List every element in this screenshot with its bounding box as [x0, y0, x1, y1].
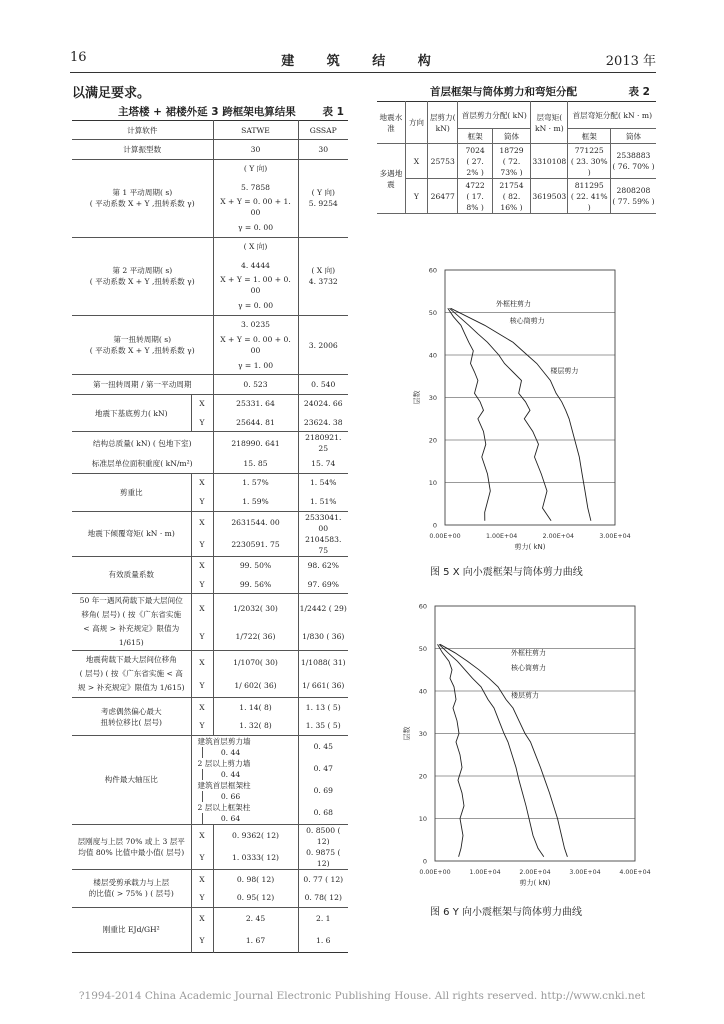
table-cell: Y — [191, 930, 213, 953]
table-header: 层弯矩( kN · m) — [531, 102, 568, 144]
table-row — [377, 102, 656, 129]
table-cell — [458, 179, 492, 214]
table-cell: Y — [191, 413, 213, 432]
table-cell — [492, 179, 530, 214]
row-label: 第 2 平动周期( s) — [112, 266, 173, 276]
table-cell: 1. 57% — [213, 473, 298, 492]
y-tick-label: 40 — [418, 687, 427, 696]
series-line-3 — [451, 308, 591, 521]
row-label: ( 平动系数 X + Y ,扭转系数 γ) — [89, 199, 195, 209]
table-cell — [458, 144, 492, 179]
table-row — [72, 907, 348, 930]
table-cell: 计算软件 — [127, 125, 158, 135]
y-tick-label: 20 — [418, 772, 427, 781]
cell-text: ( 23. 30% ) — [570, 156, 608, 177]
table-cell — [72, 651, 191, 698]
table-cell: Y — [191, 888, 213, 907]
series-line-2 — [439, 644, 544, 857]
row-label: 第 1 平动周期( s) — [112, 188, 173, 198]
row-label: 层刚度与上层 70% 或上 3 层平 — [77, 836, 185, 846]
table-cell: 98. 62% — [298, 556, 348, 575]
table-cell: Y — [191, 622, 213, 651]
series-line-1 — [448, 308, 491, 521]
cell-text: 771225 — [574, 145, 604, 155]
intro-text: 以满足要求。 — [72, 86, 151, 101]
table-cell: 30 — [298, 140, 348, 159]
table-cell: 97. 69% — [298, 575, 348, 594]
table-cell: Y — [191, 575, 213, 594]
table-cell: X — [405, 144, 427, 179]
copyright-footer: ?1994-2014 China Academic Journal Electronic Publishing House. All rights reserved. http://www.cnki.net — [78, 990, 646, 1002]
table-header: 地震水准 — [377, 102, 405, 144]
table-cell — [191, 802, 298, 825]
table-cell: 25644. 81 — [213, 413, 298, 432]
table-row — [72, 698, 348, 717]
journal-year: 2013 年 — [605, 54, 656, 69]
table-cell: 1. 0333( 12) — [213, 847, 298, 870]
table-cell: 0. 69 — [298, 780, 348, 802]
cell-text: 建筑首层剪力墙 — [197, 736, 251, 746]
table-cell: 23624. 38 — [298, 413, 348, 432]
table-row — [72, 159, 348, 178]
table-cell: 1/1088( 31) — [298, 651, 348, 675]
table-cell: 1. 51% — [298, 492, 348, 511]
table-cell: X — [191, 907, 213, 930]
figure5-chart — [405, 262, 665, 562]
table-cell: 1. 6 — [298, 930, 348, 953]
figure6-chart — [405, 598, 665, 898]
x-tick-label: 1.00E+04 — [469, 869, 501, 876]
cell-text: 2 层以上框架柱 — [197, 802, 251, 812]
table-cell: 2104583. 75 — [298, 534, 348, 557]
table1-title: 主塔楼 + 裙楼外延 3 跨框架电算结果 — [118, 106, 296, 118]
cell-text: 2538883 — [616, 151, 651, 160]
table-header: 首层剪力分配( kN) — [458, 102, 531, 129]
x-tick-label: 0.00E+00 — [419, 869, 451, 876]
table-header: 框架 — [568, 129, 610, 144]
table-cell: ( Y 向) — [213, 159, 298, 178]
cell-text: 811295 — [574, 180, 604, 190]
table-cell: 99. 50% — [213, 556, 298, 575]
y-tick-label: 50 — [428, 309, 437, 317]
table-cell: 99. 56% — [213, 575, 298, 594]
table-cell — [72, 159, 213, 237]
row-label: ( 平动系数 X + Y ,扭转系数 γ) — [89, 346, 195, 356]
y-tick-label: 0 — [432, 521, 437, 530]
table2-title: 首层框架与筒体剪力和弯矩分配 — [430, 86, 577, 98]
x-tick-label: 2.00E+04 — [542, 533, 574, 540]
table-cell: 30 — [213, 140, 298, 159]
table-cell: 剪重比 — [72, 473, 191, 511]
y-tick-label: 60 — [428, 266, 437, 275]
journal-title: 建 筑 结 构 — [281, 54, 445, 69]
table-row — [72, 869, 348, 888]
table-cell: GSSAP — [298, 121, 348, 140]
table-cell: 24024. 66 — [298, 394, 348, 413]
figure5-caption: 图 5 X 向小震框架与筒体剪力曲线 — [430, 567, 583, 578]
page-number: 16 — [70, 50, 87, 65]
page-header — [70, 48, 656, 70]
cell-text: 0. 64 — [202, 813, 259, 824]
table-cell: 4. 4444 — [213, 256, 298, 274]
table-cell — [191, 758, 298, 780]
table-row — [72, 651, 348, 675]
table-header: 框架 — [458, 129, 492, 144]
table-cell — [72, 315, 213, 375]
y-tick-label: 50 — [418, 645, 427, 653]
cell-text: 2 层以上剪力墙 — [197, 758, 251, 768]
table-row — [72, 237, 348, 256]
row-label: < 高规 > 补充规定》限值为 1/615) — [83, 624, 180, 648]
table-cell: 多遇地震 — [377, 144, 405, 214]
table-cell: 刚重比 EJd/GH² — [72, 907, 191, 952]
table-cell: 1/1070( 30) — [213, 651, 298, 675]
table-row — [72, 315, 348, 334]
table-cell: 5. 7858 — [213, 178, 298, 196]
table-cell: γ = 1. 00 — [213, 356, 298, 375]
table-cell: 26477 — [428, 179, 458, 214]
table-row — [72, 594, 348, 623]
cell-text: ( 76. 70% ) — [612, 162, 655, 171]
table-row — [72, 140, 348, 159]
table-cell: 1. 14( 8) — [213, 698, 298, 717]
cell-text: ( 17. 8% ) — [466, 191, 484, 212]
row-label: 楼层受剪承载力与上层 — [93, 878, 170, 888]
table-row — [72, 473, 348, 492]
x-axis-label: 剪力( kN) — [519, 879, 551, 887]
table-row — [72, 394, 348, 413]
cell-text: 4. 3732 — [308, 277, 338, 287]
y-tick-label: 60 — [418, 602, 427, 611]
table-row — [377, 144, 656, 179]
table-cell: 构件最大轴压比 — [72, 735, 191, 824]
table-cell: 有效质量系数 — [72, 556, 191, 594]
cell-text: 2808208 — [616, 186, 651, 195]
cell-text: ( 27. 2% ) — [466, 156, 484, 177]
y-tick-label: 10 — [428, 479, 437, 487]
x-tick-label: 0.00E+00 — [429, 533, 461, 540]
table-cell: 0. 540 — [298, 375, 348, 394]
cell-text: 5. 9254 — [308, 199, 338, 209]
table-row — [72, 735, 348, 758]
table2 — [377, 101, 656, 214]
row-label: ( 平动系数 X + Y ,扭转系数 γ) — [89, 277, 195, 287]
cell-text: ( 72. 73% ) — [500, 156, 523, 177]
table-cell: 3310108 — [531, 144, 568, 179]
table-cell: 地震下倾覆弯矩( kN · m) — [72, 511, 191, 556]
table-header: 筒体 — [610, 129, 656, 144]
table-cell: 1/830 ( 36) — [298, 622, 348, 651]
table-cell: 0. 9362( 12) — [213, 824, 298, 847]
table-cell: 0. 9875 ( 12) — [298, 847, 348, 870]
table-row — [72, 511, 348, 534]
cell-text: 18729 — [499, 145, 524, 155]
table-row — [72, 556, 348, 575]
x-tick-label: 3.00E+04 — [599, 533, 631, 540]
cell-text: ( 77. 59% ) — [612, 197, 655, 206]
cell-text: ( X 向) — [311, 266, 336, 276]
cell-text: 0. 44 — [202, 769, 259, 780]
table-cell: 25331. 64 — [213, 394, 298, 413]
series-line-1 — [438, 644, 465, 857]
table-cell: 0. 47 — [298, 758, 348, 780]
table-cell: 3619503 — [531, 179, 568, 214]
table-cell: γ = 0. 00 — [213, 218, 298, 237]
table-cell: 1. 35 ( 5) — [298, 717, 348, 736]
table-cell: 15. 85 — [213, 454, 298, 473]
table-cell: Y — [191, 492, 213, 511]
table-cell: X — [191, 651, 213, 675]
table-header: 筒体 — [492, 129, 530, 144]
table-cell: 1/2442 ( 29) — [298, 594, 348, 623]
figure6-caption: 图 6 Y 向小震框架与筒体剪力曲线 — [430, 907, 583, 918]
table2-number: 表 2 — [628, 86, 650, 98]
y-tick-label: 30 — [428, 394, 437, 402]
table-cell — [568, 144, 610, 179]
table-cell: X + Y = 0. 00 + 1. 00 — [213, 196, 298, 218]
table-cell — [298, 159, 348, 237]
table-cell: Y — [191, 674, 213, 698]
y-tick-label: 40 — [428, 351, 437, 360]
x-tick-label: 4.00E+04 — [619, 869, 651, 876]
table-cell: 1. 67 — [213, 930, 298, 953]
series-annotation-3: 楼层剪力 — [511, 691, 539, 700]
table-cell: 2533041. 00 — [298, 511, 348, 534]
table-cell: X + Y = 0. 00 + 0. 00 — [213, 334, 298, 356]
table-row — [377, 179, 656, 214]
y-tick-label: 0 — [422, 857, 427, 866]
table1-number: 表 1 — [322, 106, 344, 118]
cell-text: 4722 — [465, 180, 485, 190]
table-cell: 计算振型数 — [72, 140, 213, 159]
table-cell: 0. 95( 12) — [213, 888, 298, 907]
row-label: 移角( 层号) ( 按《广东省实施 — [81, 610, 182, 620]
table-cell — [72, 824, 191, 869]
table-cell: X + Y = 1. 00 + 0. 00 — [213, 274, 298, 296]
row-label: 考虑偶然偏心最大 — [100, 706, 162, 716]
table-cell: 15. 74 — [298, 454, 348, 473]
table-cell: X — [191, 594, 213, 623]
x-axis-label: 剪力( kN) — [514, 543, 546, 551]
cell-text: 建筑首层框架柱 — [197, 780, 251, 790]
table-cell — [492, 144, 530, 179]
table-cell: 2631544. 00 — [213, 511, 298, 534]
table-cell: SATWE — [213, 121, 298, 140]
cell-text: ( 22. 41% ) — [570, 191, 608, 212]
row-label: 均值 80% 比值中最小值( 层号) — [78, 847, 185, 857]
table-cell: 1/ 602( 36) — [213, 674, 298, 698]
row-label: 的比值( > 75% ) ( 层号) — [88, 889, 174, 899]
table-cell: X — [191, 869, 213, 888]
table-cell — [72, 869, 191, 907]
table-cell: 0. 68 — [298, 802, 348, 825]
table-cell: 0. 523 — [213, 375, 298, 394]
y-axis-label: 层数 — [413, 390, 421, 405]
header-rule — [70, 72, 656, 73]
table-cell: 1/ 661( 36) — [298, 674, 348, 698]
y-tick-label: 20 — [428, 436, 437, 445]
table-cell: 结构总质量( kN) ( 包地下室) — [72, 432, 213, 455]
x-tick-label: 1.00E+04 — [486, 533, 518, 540]
table-cell: 1. 13 ( 5) — [298, 698, 348, 717]
table-cell — [610, 179, 656, 214]
y-tick-label: 10 — [418, 815, 427, 823]
cell-text: 0. 44 — [202, 747, 259, 758]
table-cell — [191, 735, 298, 758]
table-cell — [72, 594, 191, 651]
table-cell: 25753 — [428, 144, 458, 179]
table-cell: Y — [191, 717, 213, 736]
table-cell: 2230591. 75 — [213, 534, 298, 557]
table-cell: 2. 1 — [298, 907, 348, 930]
table-cell: 地震下基底剪力( kN) — [72, 394, 191, 432]
table-cell: X — [191, 556, 213, 575]
table-cell — [610, 144, 656, 179]
cell-text: 0. 66 — [202, 791, 259, 802]
table-cell: X — [191, 698, 213, 717]
row-label: 扭转位移比( 层号) — [100, 717, 162, 727]
table-cell: Y — [191, 847, 213, 870]
x-tick-label: 2.00E+04 — [519, 869, 551, 876]
table-cell: 0. 78( 12) — [298, 888, 348, 907]
table-cell: 2. 45 — [213, 907, 298, 930]
table-header: 层剪力( kN) — [428, 102, 458, 144]
table-cell — [191, 780, 298, 802]
cell-text: 21754 — [499, 180, 524, 190]
table-cell: 第一扭转周期 / 第一平动周期 — [72, 375, 213, 394]
table-cell: 3. 2006 — [298, 315, 348, 375]
table2-caption — [378, 84, 656, 99]
table1-caption — [72, 104, 348, 119]
table-cell: X — [191, 511, 213, 534]
table-cell: 1. 59% — [213, 492, 298, 511]
series-annotation-2: 核心筒剪力 — [511, 663, 546, 672]
cell-text: ( 82. 16% ) — [500, 191, 523, 212]
table-row — [72, 824, 348, 847]
row-label: 50 年一遇风荷载下最大层间位 — [79, 596, 183, 606]
table-cell: 1/2032( 30) — [213, 594, 298, 623]
table-row — [72, 432, 348, 455]
table-cell — [72, 237, 213, 315]
table-cell: 1. 54% — [298, 473, 348, 492]
row-label: ( 层号) ( 按《广东省实施 < 高 — [79, 669, 183, 679]
table-cell: X — [191, 473, 213, 492]
table-cell: 1/722( 36) — [213, 622, 298, 651]
table-cell: Y — [405, 179, 427, 214]
table-cell: 2180921. 25 — [298, 432, 348, 455]
table-cell: X — [191, 824, 213, 847]
series-annotation-3: 楼层剪力 — [550, 366, 579, 375]
series-annotation-1: 外框柱剪力 — [496, 300, 531, 309]
cell-text: ( Y 向) — [311, 188, 335, 198]
table-cell: 0. 77 ( 12) — [298, 869, 348, 888]
table1 — [72, 120, 348, 953]
table-cell: ( X 向) — [213, 237, 298, 256]
table-cell: 标准层单位面积重度( kN/m²) — [91, 459, 193, 469]
table-header: 首层弯矩分配( kN · m) — [568, 102, 656, 129]
table-cell: γ = 0. 00 — [213, 296, 298, 315]
table-cell — [298, 237, 348, 315]
table-cell: 218990. 641 — [213, 432, 298, 455]
table-cell: 1. 32( 8) — [213, 717, 298, 736]
table-cell — [568, 179, 610, 214]
row-label: 第一扭转周期( s) — [113, 335, 172, 345]
table-row — [72, 375, 348, 394]
row-label: 地震荷载下最大层间位移角 — [85, 655, 177, 665]
series-line-2 — [450, 308, 552, 521]
table-cell: X — [191, 394, 213, 413]
series-annotation-1: 外框柱剪力 — [511, 648, 546, 657]
table-cell: Y — [191, 534, 213, 557]
y-axis-label: 层数 — [403, 726, 411, 741]
x-tick-label: 3.00E+04 — [569, 869, 601, 876]
table-row — [72, 121, 348, 140]
table-cell — [72, 698, 191, 736]
table-cell: 3. 0235 — [213, 315, 298, 334]
y-tick-label: 30 — [418, 730, 427, 738]
row-label: 规 > 补充规定》限值为 1/615) — [77, 683, 185, 693]
cell-text: 7024 — [465, 145, 485, 155]
table-cell: 0. 8500 ( 12) — [298, 824, 348, 847]
table-cell: 0. 98( 12) — [213, 869, 298, 888]
table-cell: 0. 45 — [298, 735, 348, 758]
table-header: 方向 — [405, 102, 427, 144]
series-annotation-2: 核心筒剪力 — [509, 317, 545, 326]
